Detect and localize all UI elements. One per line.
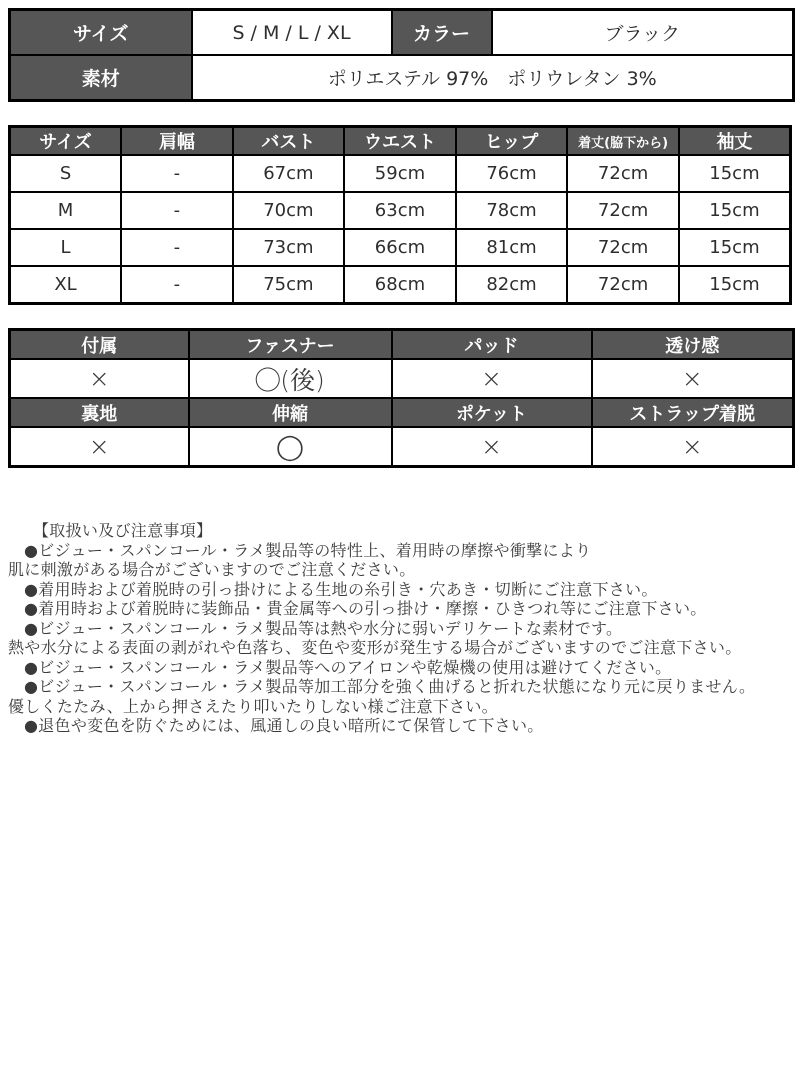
spec-header-fastener: ファスナー: [189, 330, 392, 360]
spec-header-accessory: 付属: [10, 330, 189, 360]
feature-spec-table: [8, 328, 795, 468]
table-cell: -: [121, 155, 233, 192]
spec-value-pad: ×: [392, 359, 592, 398]
spec-header-stretch: 伸縮: [189, 398, 392, 427]
table-cell: 63cm: [344, 192, 456, 229]
spec-header-lining: 裏地: [10, 398, 189, 427]
table-row-size-xl: [10, 266, 791, 304]
care-note-line: ●ビジュー・スパンコール・ラメ製品等は熱や水分に弱いデリケートな素材です。: [24, 618, 623, 638]
col-header-bust: バスト: [233, 127, 345, 156]
spec-header-sheerness: 透け感: [592, 330, 794, 360]
material-value: ポリエステル 97% ポリウレタン 3%: [192, 55, 794, 101]
table-cell: 72cm: [567, 266, 679, 304]
spec-header-pocket: ポケット: [392, 398, 592, 427]
care-note-line: ●ビジュー・スパンコール・ラメ製品等加工部分を強く曲げると折れた状態になり元に戻りません。: [24, 677, 756, 696]
table-cell: 15cm: [679, 266, 791, 304]
info-row-material: [10, 55, 794, 101]
table-cell: 72cm: [567, 192, 679, 229]
size-range-value: S / M / L / XL: [192, 10, 392, 56]
size-label: サイズ: [10, 10, 192, 56]
table-cell: 73cm: [233, 229, 345, 266]
spec-value-lining: ×: [10, 427, 189, 467]
care-notes-title: 【取扱い及び注意事項】: [33, 521, 213, 540]
table-cell: 66cm: [344, 229, 456, 266]
col-header-size: サイズ: [10, 127, 122, 156]
info-row-size-color: [10, 10, 794, 56]
spec-header-strap: ストラップ着脱: [592, 398, 794, 427]
col-header-sleeve: 袖丈: [679, 127, 791, 156]
info-table: [8, 8, 795, 102]
table-row-size-s: [10, 155, 791, 192]
table-cell: L: [10, 229, 122, 266]
color-value: ブラック: [492, 10, 794, 56]
table-cell: -: [121, 229, 233, 266]
spec-value-accessory: ×: [10, 359, 189, 398]
table-row-size-m: [10, 192, 791, 229]
care-note-line: ●着用時および着脱時に装飾品・貴金属等への引っ掛け・摩擦・ひきつれ等にご注意下さい。: [24, 599, 707, 618]
care-note-line: ●ビジュー・スパンコール・ラメ製品等へのアイロンや乾燥機の使用は避けてください。: [24, 657, 672, 677]
table-cell: -: [121, 192, 233, 229]
color-label: カラー: [392, 10, 492, 56]
table-cell: 15cm: [679, 229, 791, 266]
spec-header-row-1: [10, 330, 794, 360]
table-cell: 81cm: [456, 229, 568, 266]
table-cell: S: [10, 155, 122, 192]
spec-value-row-1: [10, 359, 794, 398]
care-note-line: ●ビジュー・スパンコール・ラメ製品等の特性上、着用時の摩擦や衝撃により: [24, 540, 592, 560]
care-note-line: ●着用時および着脱時の引っ掛けによる生地の糸引き・穴あき・切断にご注意下さい。: [24, 579, 658, 599]
spec-value-stretch: ◯: [189, 427, 392, 467]
care-notes-section: [0, 521, 800, 736]
table-cell: 76cm: [456, 155, 568, 192]
table-cell: 67cm: [233, 155, 345, 192]
table-cell: 72cm: [567, 229, 679, 266]
table-cell: 70cm: [233, 192, 345, 229]
col-header-hip: ヒップ: [456, 127, 568, 156]
spec-value-sheerness: ×: [592, 359, 794, 398]
care-note-line: 熱や水分による表面の剥がれや色落ち、変色や変形が発生する場合がございますのでご注意下さい。: [8, 638, 742, 657]
care-note-line: 優しくたたみ、上から押さえたり叩いたりしない様ご注意下さい。: [8, 696, 498, 716]
table-cell: 68cm: [344, 266, 456, 304]
care-note-line: 肌に刺激がある場合がございますのでご注意ください。: [8, 560, 416, 579]
col-header-shoulder: 肩幅: [121, 127, 233, 156]
spec-value-pocket: ×: [392, 427, 592, 467]
spec-value-fastener: ◯(後): [189, 359, 392, 398]
table-cell: XL: [10, 266, 122, 304]
table-cell: 78cm: [456, 192, 568, 229]
size-table-header-row: [10, 127, 791, 156]
table-cell: 72cm: [567, 155, 679, 192]
table-cell: 15cm: [679, 155, 791, 192]
spec-value-row-2: [10, 427, 794, 467]
size-measurement-table: [8, 125, 792, 305]
table-cell: 15cm: [679, 192, 791, 229]
col-header-waist: ウエスト: [344, 127, 456, 156]
table-cell: -: [121, 266, 233, 304]
table-cell: 59cm: [344, 155, 456, 192]
spec-header-pad: パッド: [392, 330, 592, 360]
care-note-line: ●退色や変色を防ぐためには、風通しの良い暗所にて保管して下さい。: [24, 716, 544, 735]
table-cell: 75cm: [233, 266, 345, 304]
spec-value-strap: ×: [592, 427, 794, 467]
material-label: 素材: [10, 55, 192, 101]
col-header-length: 着丈(脇下から): [567, 127, 679, 156]
table-row-size-l: [10, 229, 791, 266]
table-cell: 82cm: [456, 266, 568, 304]
spec-header-row-2: [10, 398, 794, 427]
table-cell: M: [10, 192, 122, 229]
